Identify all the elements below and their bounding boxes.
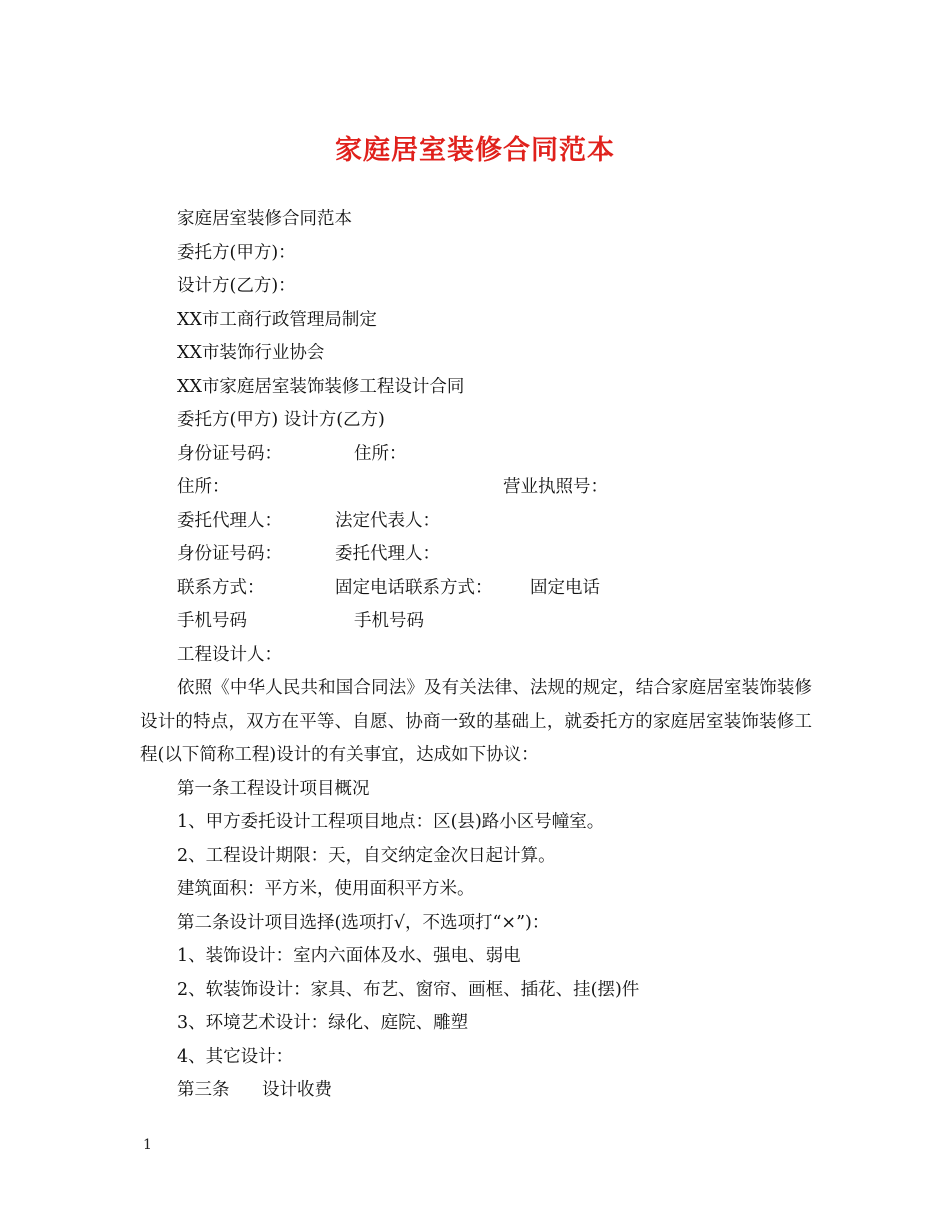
list-item: 2、软装饰设计：家具、布艺、窗帘、画框、插花、挂(摆)件 xyxy=(177,979,640,1000)
form-row xyxy=(140,438,812,472)
landline-contact-label: 固定电话联系方式： xyxy=(335,577,493,598)
business-license-label: 营业执照号： xyxy=(503,477,608,497)
text-line: 建筑面积：平方米，使用面积平方米。 xyxy=(177,879,475,899)
form-row xyxy=(140,572,812,606)
page-number: 1 xyxy=(143,1137,152,1153)
document-title: 家庭居室装修合同范本 xyxy=(335,135,615,166)
address-label: 住所： xyxy=(177,477,230,497)
list-item: 3、环境艺术设计：绿化、庭院、雕塑 xyxy=(177,1013,469,1033)
mobile-label: 手机号码 xyxy=(354,611,424,631)
text-line: XX市家庭居室装饰装修工程设计合同 xyxy=(177,376,465,397)
text-line: XX市工商行政管理局制定 xyxy=(177,309,377,330)
agent-label: 委托代理人： xyxy=(177,510,282,531)
text-line: 家庭居室装修合同范本 xyxy=(177,209,352,229)
list-item: 1、装饰设计：室内六面体及水、强电、弱电 xyxy=(177,946,521,966)
text-line: 设计方(乙方)： xyxy=(177,276,296,296)
article-title: 设计收费 xyxy=(262,1080,332,1100)
text-line: 工程设计人： xyxy=(177,644,282,665)
form-row xyxy=(140,505,812,539)
document-body xyxy=(140,203,812,1108)
section-heading: 第一条工程设计项目概况 xyxy=(177,778,370,799)
id-number-label: 身份证号码： xyxy=(177,544,282,564)
article-number: 第三条 xyxy=(177,1080,230,1100)
landline-label: 固定电话 xyxy=(530,577,600,598)
list-item: 4、其它设计： xyxy=(177,1046,294,1067)
form-row xyxy=(140,471,812,505)
paragraph: 依照《中华人民共和国合同法》及有关法律、法规的规定，结合家庭居室装饰装修设计的特点，双方在平等、自愿、协商一致的基础上，就委托方的家庭居室装饰装修工程(以下简称工程)设计的有关事宜，达成如下协议： xyxy=(140,678,812,765)
mobile-label: 手机号码 xyxy=(177,611,247,631)
text-line: 2、工程设计期限：天，自交纳定金次日起计算。 xyxy=(177,845,556,866)
text-line: 委托方(甲方)： xyxy=(177,242,296,263)
section-heading: 第二条设计项目选择(选项打√，不选项打“×”)： xyxy=(177,912,550,933)
text-line: 1、甲方委托设计工程项目地点：区(县)路小区号幢室。 xyxy=(177,812,605,832)
text-line: XX市装饰行业协会 xyxy=(177,343,325,363)
section-heading xyxy=(140,1074,812,1108)
id-number-label: 身份证号码： xyxy=(177,443,282,464)
agent-label: 委托代理人： xyxy=(335,544,440,564)
legal-representative-label: 法定代表人： xyxy=(335,510,440,531)
text-line: 委托方(甲方) 设计方(乙方) xyxy=(177,410,385,430)
contact-label: 联系方式： xyxy=(177,577,265,598)
form-row xyxy=(140,605,812,639)
form-row xyxy=(140,538,812,572)
address-label: 住所： xyxy=(354,443,407,464)
